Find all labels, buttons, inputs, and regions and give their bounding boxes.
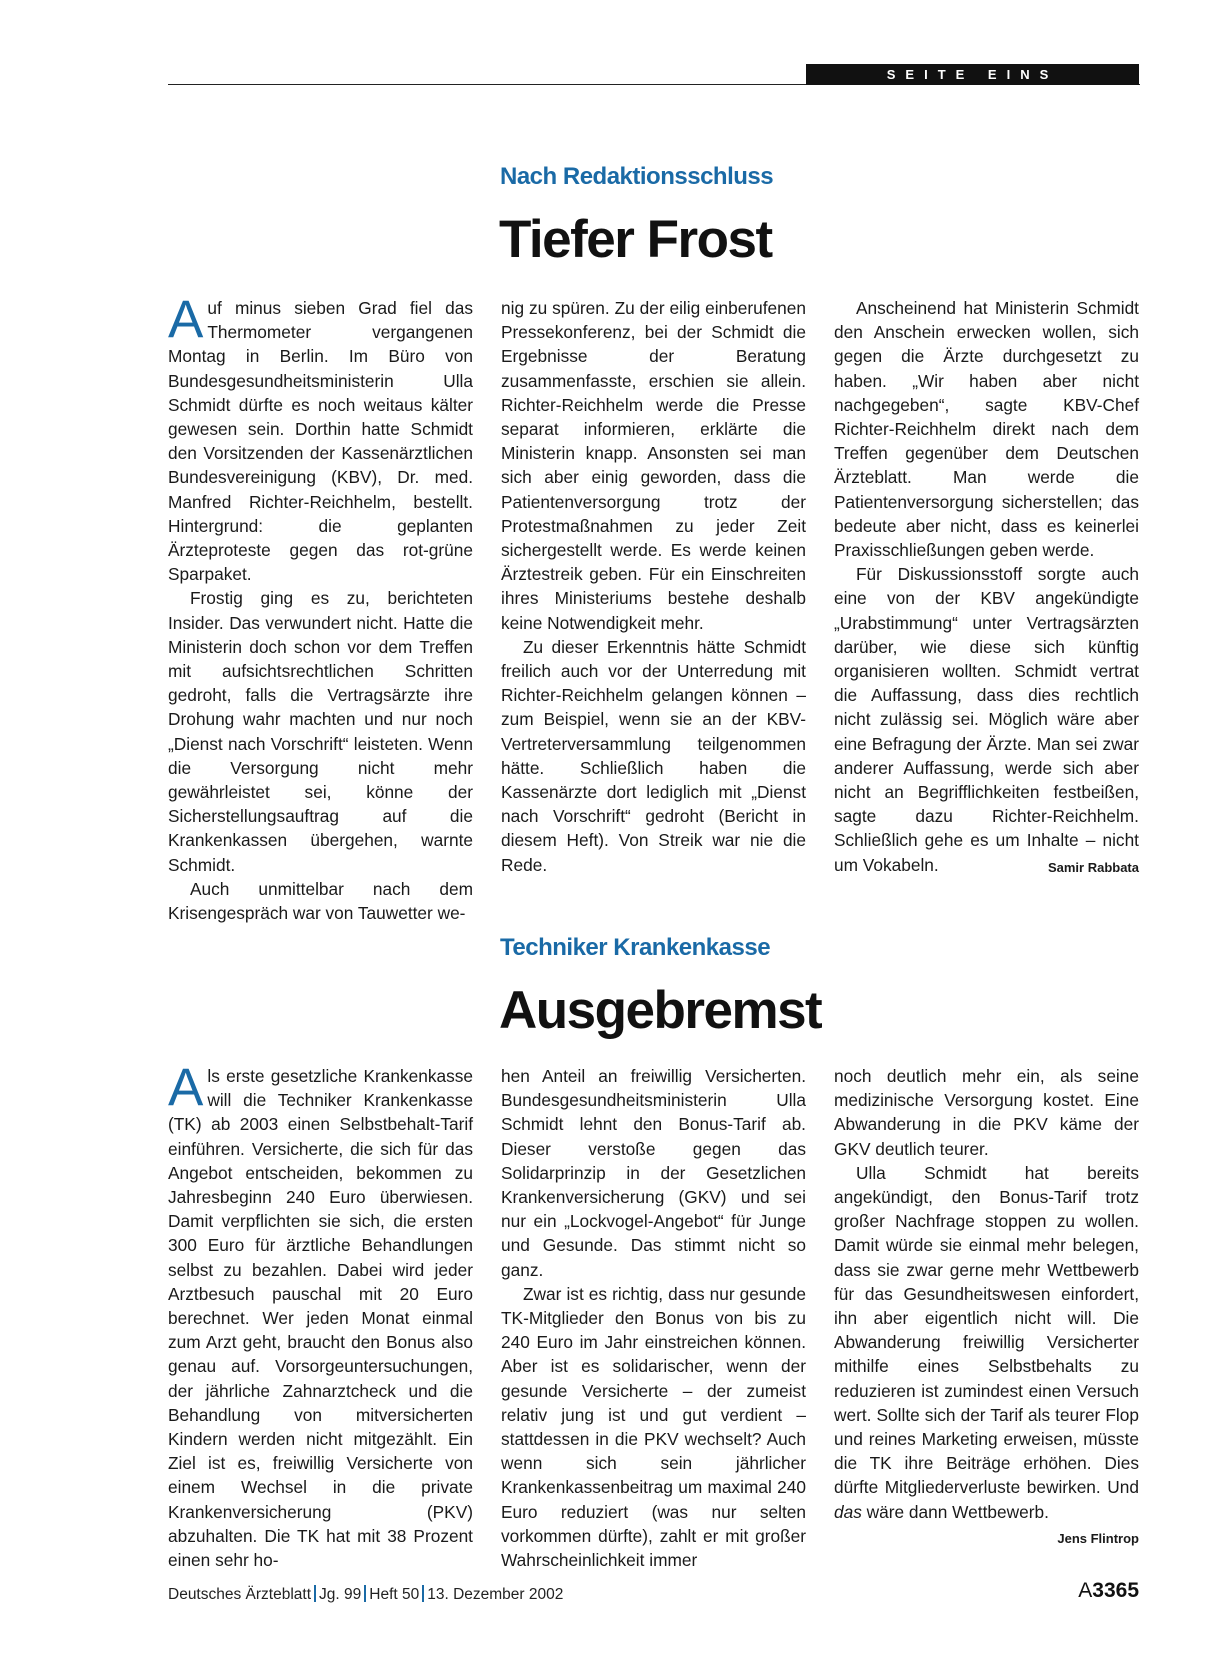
article1-paragraph: Für Diskussionsstoff sorgte auch eine von der KBV angekündigte „Urabstimmung“ unter Vertragsärzten darüber, wie diese sich künftig organisieren wollten. Schmidt vertrat die Auffassung, dass dies rechtlich nicht zulässig sei. Möglich wäre aber eine Befragung der Ärzte. Man sei zwar anderer Auffassung, werde sich aber nicht an Begrifflichkeiten festbeißen, sagte dazu Richter-Reichhelm. Schließlich gehe es um Inhalte – nicht um Vokabeln. Samir Rabbata xyxy=(834,562,1139,877)
footer-separator xyxy=(314,1585,316,1602)
article1-paragraph: Zu dieser Erkenntnis hätte Schmidt freilich auch vor der Unterredung mit Richter-Reichhelm gelangen können – zum Beispiel, wenn sie an der KBV-Vertreterversammlung teilgenommen hätte. Schließlich haben die Kassenärzte dort lediglich mit „Dienst nach Vorschrift“ gedroht (Bericht in diesem Heft). Von Streik war nie die Rede. xyxy=(501,636,806,875)
article1-column-3 xyxy=(834,296,1139,880)
article2-paragraph: Ulla Schmidt hat bereits angekündigt, den Bonus-Tarif trotz großer Nachfrage stoppen zu wollen. Damit würde sie einmal mehr belegen, dass sie zwar gerne mehr Wettbewerb für das Gesundheitswesen einfordert, ihn aber eigentlich nicht will. Die Abwanderung freiwillig Versicherter mithilfe eines Selbstbehalts zu reduzieren ist zumindest einen Versuch wert. Sollte sich der Tarif als teurer Flop und reines Marketing erweisen, müsste die TK ihre Beiträge erhöhen. Dies dürfte Mitgliederverluste bewirken. Und das wäre dann Wettbewerb. Jens Flintrop xyxy=(834,1161,1139,1524)
article2-column-2 xyxy=(501,1064,806,1572)
article1-headline: Tiefer Frost xyxy=(499,210,772,269)
article2-paragraph: Zwar ist es richtig, dass nur gesunde TK-Mitglieder den Bonus von bis zu 240 Euro im Jahr einstreichen können. Aber ist es solidarischer, wenn der gesunde Versicherte – der zumeist relativ jung ist und gut verdient – stattdessen in die PKV wechselt? Auch wenn sich sein jährlicher Krankenkassenbeitrag um maximal 240 Euro reduziert (was nur selten vorkommen dürfte), zahlt er mit großer Wahrscheinlichkeit immer xyxy=(501,1283,806,1571)
dropcap: A xyxy=(168,290,204,349)
article1-column-2 xyxy=(501,296,806,877)
journal-issue: Heft 50 xyxy=(369,1586,420,1603)
author-byline: Samir Rabbata xyxy=(1047,859,1139,875)
journal-name: Deutsches Ärzteblatt xyxy=(168,1586,312,1603)
article2-column-3 xyxy=(834,1064,1139,1551)
article2-paragraph: noch deutlich mehr ein, als seine medizinische Versorgung kostet. Eine Abwanderung in die PKV käme der GKV deutlich teurer. xyxy=(834,1066,1139,1159)
article1-paragraph: Frostig ging es zu, berichteten Insider. Das verwundert nicht. Hatte die Ministerin doch schon vor dem Treffen mit aufsichtsrechtlichen Schritten gedroht, falls die Vertragsärzte ihre Drohung wahr machten und nur noch „Dienst nach Vorschrift“ leisteten. Wenn die Versorgung nicht mehr gewährleistet sei, könne der Sicherstellungsauftrag auf die Krankenkassen übergehen, warnte Schmidt. xyxy=(168,588,473,875)
footer-citation xyxy=(168,1585,563,1604)
journal-date: 13. Dezember 2002 xyxy=(427,1586,564,1603)
article2-column-1 xyxy=(168,1058,473,1572)
article1-paragraph: Anscheinend hat Ministerin Schmidt den Anschein erwecken wollen, sich gegen die Ärzte durchgesetzt zu haben. „Wir haben aber nicht nachgegeben“, sagte KBV-Chef Richter-Reichhelm direkt nach dem Treffen gegenüber dem Deutschen Ärzteblatt. Man werde die Patientenversorgung sicherstellen; das bedeute aber nicht, dass es keinerlei Praxisschließungen geben werde. xyxy=(834,298,1139,561)
footer-separator xyxy=(364,1585,366,1602)
journal-volume: Jg. 99 xyxy=(319,1586,362,1603)
article2-paragraph: hen Anteil an freiwillig Versicherten. Bundesgesundheitsministerin Ulla Schmidt lehnt den Bonus-Tarif ab. Dieser verstoße gegen das Solidarprinzip in der Gesetzlichen Krankenversicherung (GKV) und sei nur ein „Lockvogel-Angebot“ für Junge und Gesunde. Das stimmt nicht so ganz. xyxy=(501,1066,806,1280)
article1-paragraph: nig zu spüren. Zu der eilig einberufenen Pressekonferenz, bei der Schmidt die Ergebnisse der Beratung zusammenfasste, erschien sie allein. Richter-Reichhelm werde die Presse separat informieren, erklärte die Ministerin knapp. Ansonsten sei man sich aber einig geworden, dass die Patientenversorgung trotz der Protestmaßnahmen zu jeder Zeit sichergestellt werde. Es werde keinen Ärztestreik geben. Für ein Einschreiten ihres Ministeriums bestehe deshalb keine Notwendigkeit mehr. xyxy=(501,298,806,633)
article2-kicker: Techniker Krankenkasse xyxy=(500,934,771,961)
article1-paragraph: Auf minus sieben Grad fiel das Thermometer vergangenen Montag in Berlin. Im Büro von Bundesgesundheitsministerin Ulla Schmidt dürfte es noch weitaus kälter gewesen sein. Dorthin hatte Schmidt den Vorsitzenden der Kassenärztlichen Bundesvereinigung (KBV), Dr. med. Manfred Richter-Reichhelm, bestellt. Hintergrund: die geplanten Ärzteproteste gegen das rot-grüne Sparpaket. xyxy=(168,290,473,585)
article1-column-1 xyxy=(168,290,473,925)
page-number: A3365 xyxy=(1078,1579,1139,1602)
article1-kicker: Nach Redaktionsschluss xyxy=(500,163,774,190)
author-byline: Jens Flintrop xyxy=(1057,1530,1139,1546)
article1-paragraph: Auch unmittelbar nach dem Krisengespräch war von Tauwetter we- xyxy=(168,878,473,924)
article2-headline: Ausgebremst xyxy=(499,981,822,1040)
section-tag: SEITE EINS xyxy=(806,64,1139,85)
footer-separator xyxy=(422,1585,424,1602)
dropcap: A xyxy=(168,1058,204,1117)
article2-paragraph: Als erste gesetzliche Krankenkasse will die Techniker Krankenkasse (TK) ab 2003 einen Selbstbehalt-Tarif einführen. Versicherte, die sich für das Angebot entscheiden, bekommen zu Jahresbeginn 240 Euro überwiesen. Damit verpflichten sie sich, die ersten 300 Euro für ärztliche Behandlungen selbst zu bezahlen. Dabei wird jeder Arztbesuch pauschal mit 20 Euro berechnet. Wer jeden Monat einmal zum Arzt geht, braucht den Bonus also genau auf. Vorsorgeuntersuchungen, der jährliche Zahnarztcheck und die Behandlung von mitversicherten Kindern werden nicht mitgezählt. Ein Ziel ist es, freiwillig Versicherte von einem Wechsel in die private Krankenversicherung (PKV) abzuhalten. Die TK hat mit 38 Prozent einen sehr ho- xyxy=(168,1058,473,1571)
